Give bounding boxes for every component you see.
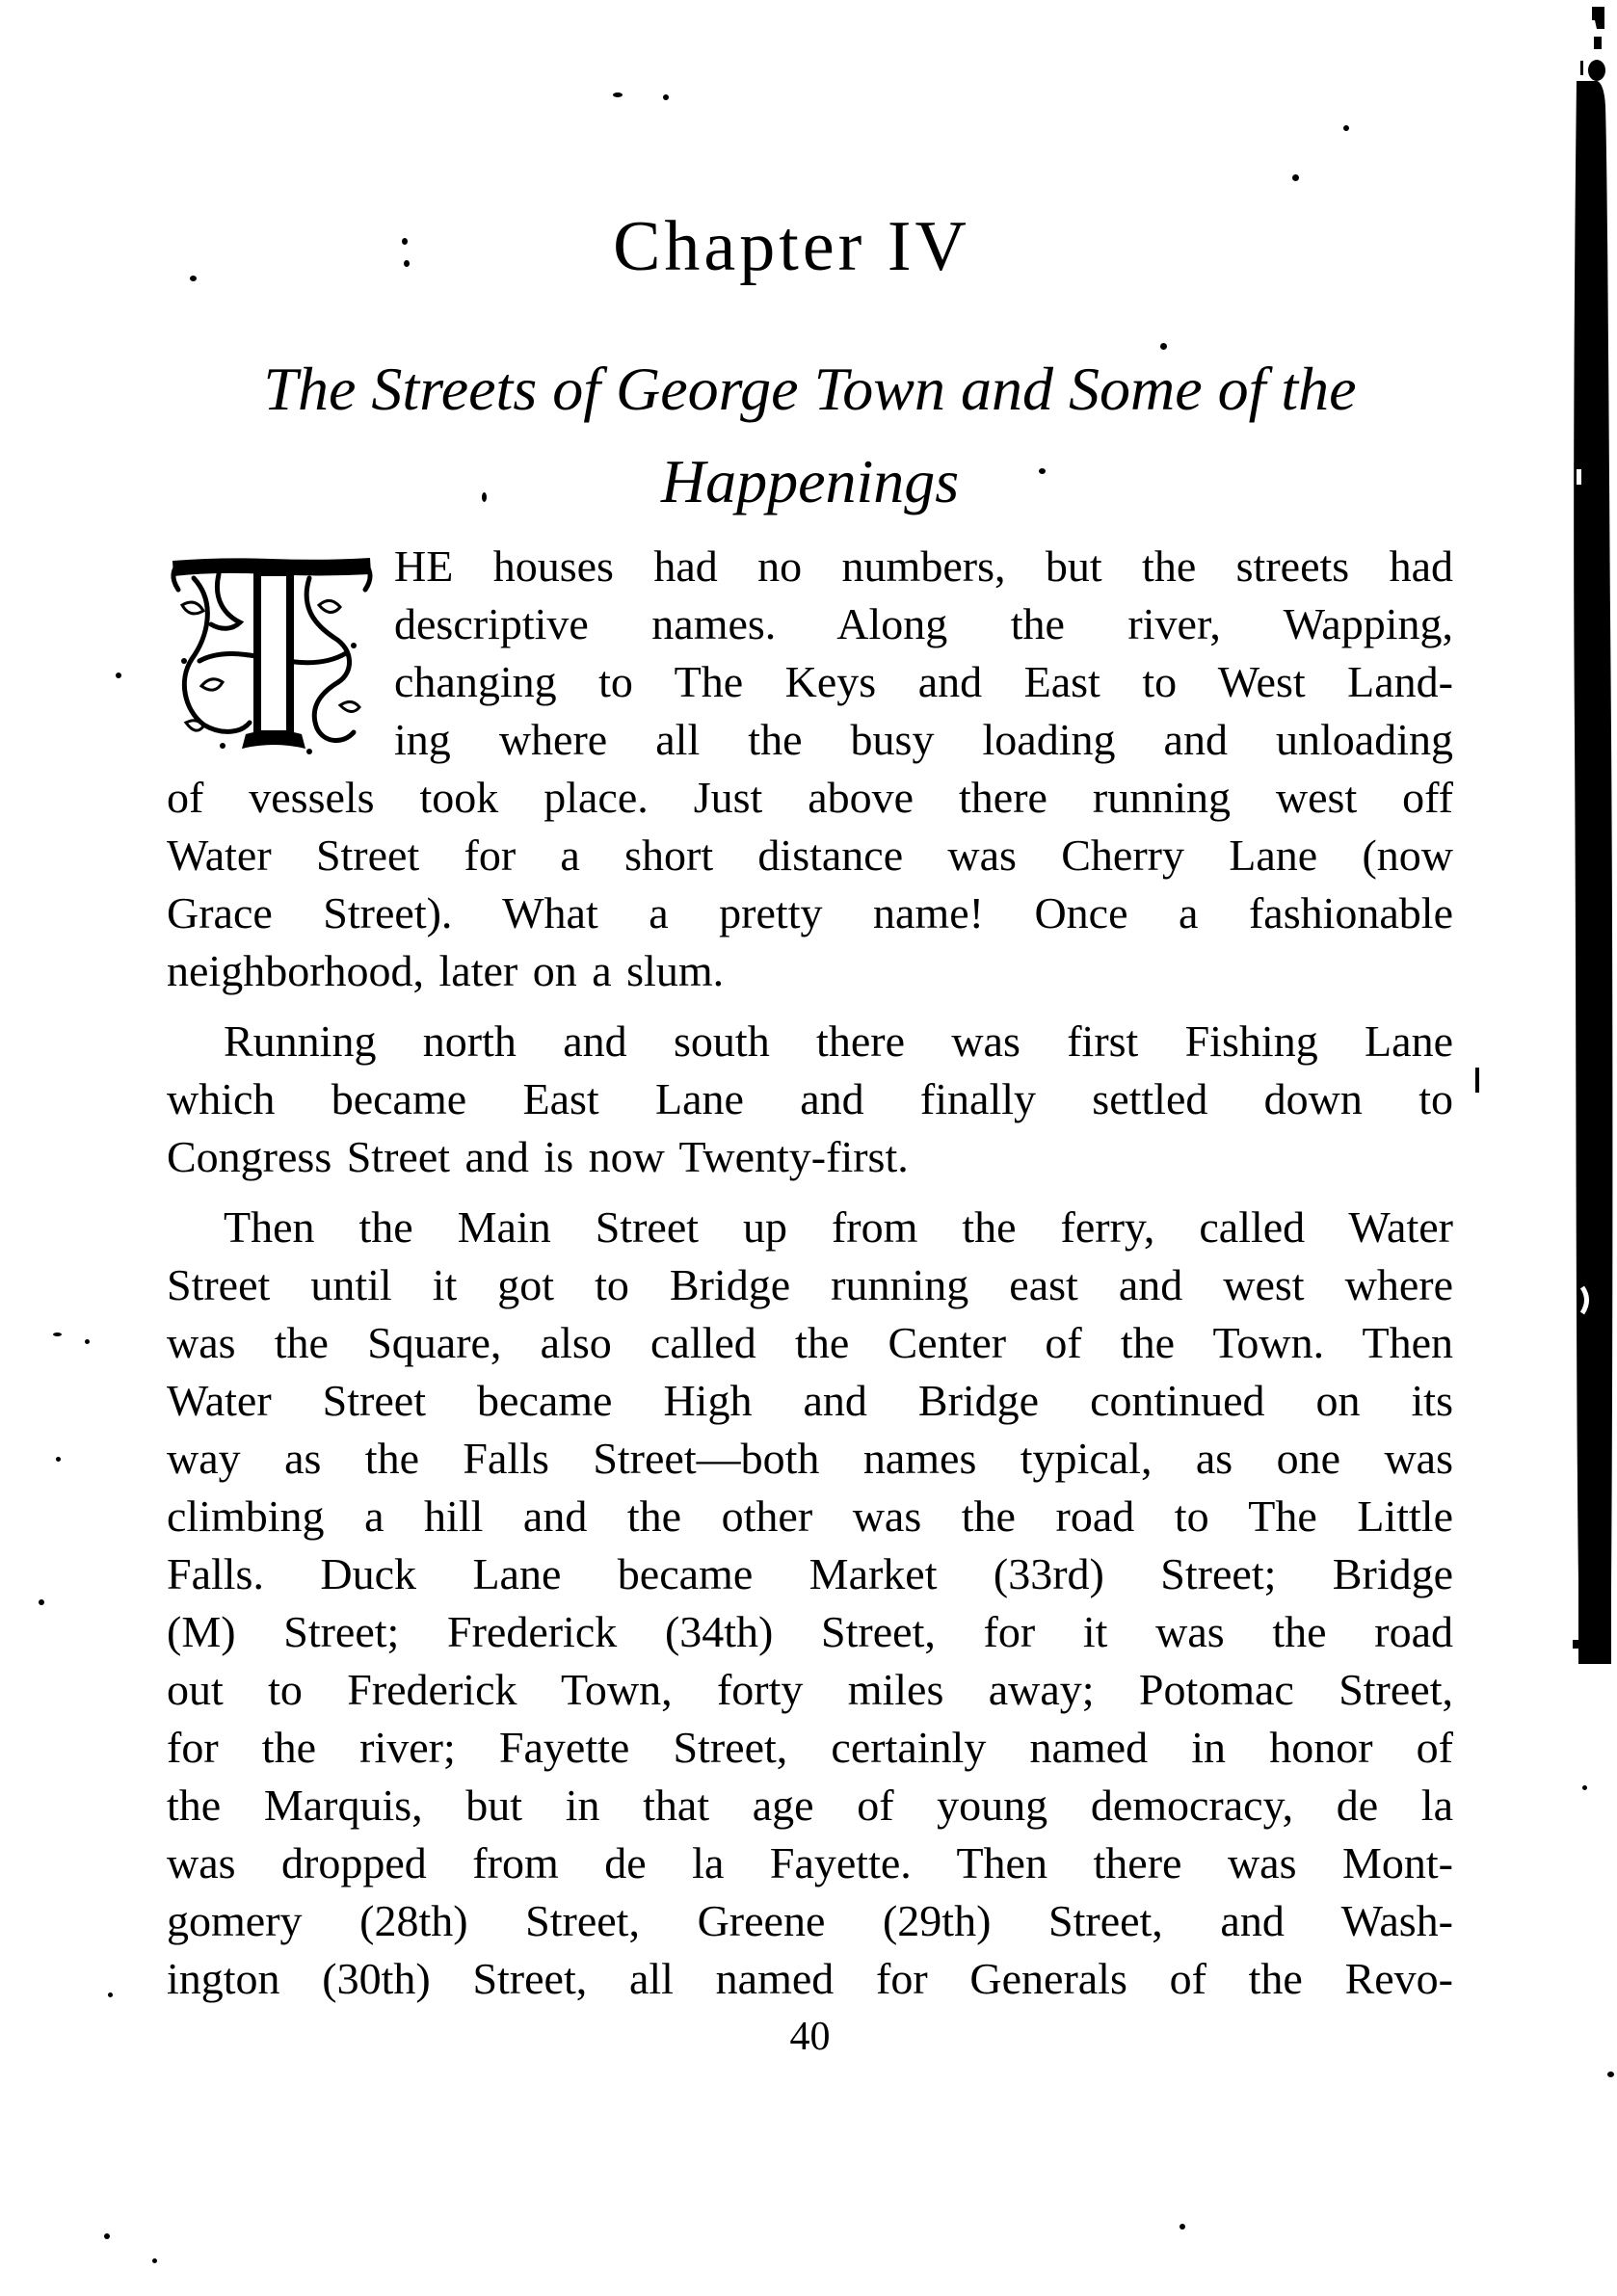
text-line: Congress Street and is now Twenty-first.: [167, 1132, 909, 1181]
text-line: out to Frederick Town, forty miles away; Potomac Street,: [167, 1665, 1453, 1714]
text-line: Water Street became High and Bridge continued on its: [167, 1376, 1453, 1425]
chapter-subtitle: [167, 343, 1453, 528]
text-line: gomery (28th) Street, Greene (29th) Street, and Wash-: [167, 1896, 1453, 1945]
scan-speck: [1292, 174, 1299, 181]
text-line: (M) Street; Frederick (34th) Street, for it was the road: [167, 1607, 1453, 1656]
text-line: Grace Street). What a pretty name! Once a fashionable: [167, 888, 1453, 937]
scan-speck: [85, 1339, 90, 1344]
scan-speck: [663, 94, 669, 100]
scan-speck: [1475, 1068, 1479, 1093]
page-number: 40: [789, 2015, 831, 2059]
text-line: was the Square, also called the Center of the Town. Then: [167, 1318, 1453, 1367]
text-line: ington (30th) Street, all named for Generals of the Revo-: [167, 1954, 1453, 2003]
chapter-subtitle-line2: Happenings: [660, 447, 960, 515]
scan-speck: [190, 276, 197, 281]
text-line: Then the Main Street up from the ferry, called Water: [224, 1202, 1453, 1252]
scan-speck: [1039, 468, 1046, 474]
scan-speck: [404, 260, 410, 267]
scan-speck: [613, 92, 623, 97]
body-text: [167, 538, 1453, 2008]
page-title: Chapter IV: [613, 207, 970, 286]
paragraph: [167, 1013, 1453, 1186]
scan-speck: [1180, 2224, 1185, 2230]
text-line: Street until it got to Bridge running east and west where: [167, 1260, 1453, 1309]
text-line: Water Street for a short distance was Cherry Lane (now: [167, 831, 1453, 880]
text-line: descriptive names. Along the river, Wapping,: [394, 599, 1453, 648]
text-line: was dropped from de la Fayette. Then there was Mont-: [167, 1838, 1453, 1887]
text-line: for the river; Fayette Street, certainly named in honor of: [167, 1723, 1453, 1772]
scan-speck: [56, 1457, 61, 1462]
text-line: changing to The Keys and East to West Land-: [394, 657, 1453, 706]
text-line: Running north and south there was first Fishing Lane: [224, 1016, 1453, 1066]
scan-binding-bar: [1565, 0, 1617, 2296]
scan-speck: [108, 1993, 113, 1997]
text-line: ing where all the busy loading and unloading: [394, 715, 1453, 764]
text-line: neighborhood, later on a slum.: [167, 946, 725, 995]
scan-speck: [53, 1333, 62, 1336]
text-line: which became East Lane and finally settled down to: [167, 1074, 1453, 1123]
text-line: way as the Falls Street—both names typical, as one was: [167, 1434, 1453, 1483]
scan-speck: [104, 2233, 110, 2239]
paragraph: [167, 1199, 1453, 2008]
text-line: the Marquis, but in that age of young democracy, de la: [167, 1781, 1453, 1830]
text-line: Falls. Duck Lane became Market (33rd) Street; Bridge: [167, 1549, 1453, 1598]
drop-cap-initial: [165, 545, 379, 765]
scan-speck: [482, 492, 487, 502]
scan-speck: [39, 1599, 44, 1605]
text-line: of vessels took place. Just above there running west off: [167, 773, 1453, 822]
scan-speck: [1607, 2072, 1614, 2077]
scan-speck: [1160, 343, 1167, 350]
scan-speck: [1582, 1785, 1587, 1790]
text-line: HE houses had no numbers, but the streets had: [394, 541, 1453, 591]
scan-speck: [152, 2258, 157, 2263]
scan-speck: [116, 673, 121, 678]
scan-speck: [402, 238, 408, 245]
drop-cap-ornament-icon: [165, 545, 379, 765]
chapter-subtitle-line1: The Streets of George Town and Some of the: [263, 355, 1357, 423]
text-line: climbing a hill and the other was the road to The Little: [167, 1491, 1453, 1541]
scan-speck: [1343, 125, 1349, 131]
